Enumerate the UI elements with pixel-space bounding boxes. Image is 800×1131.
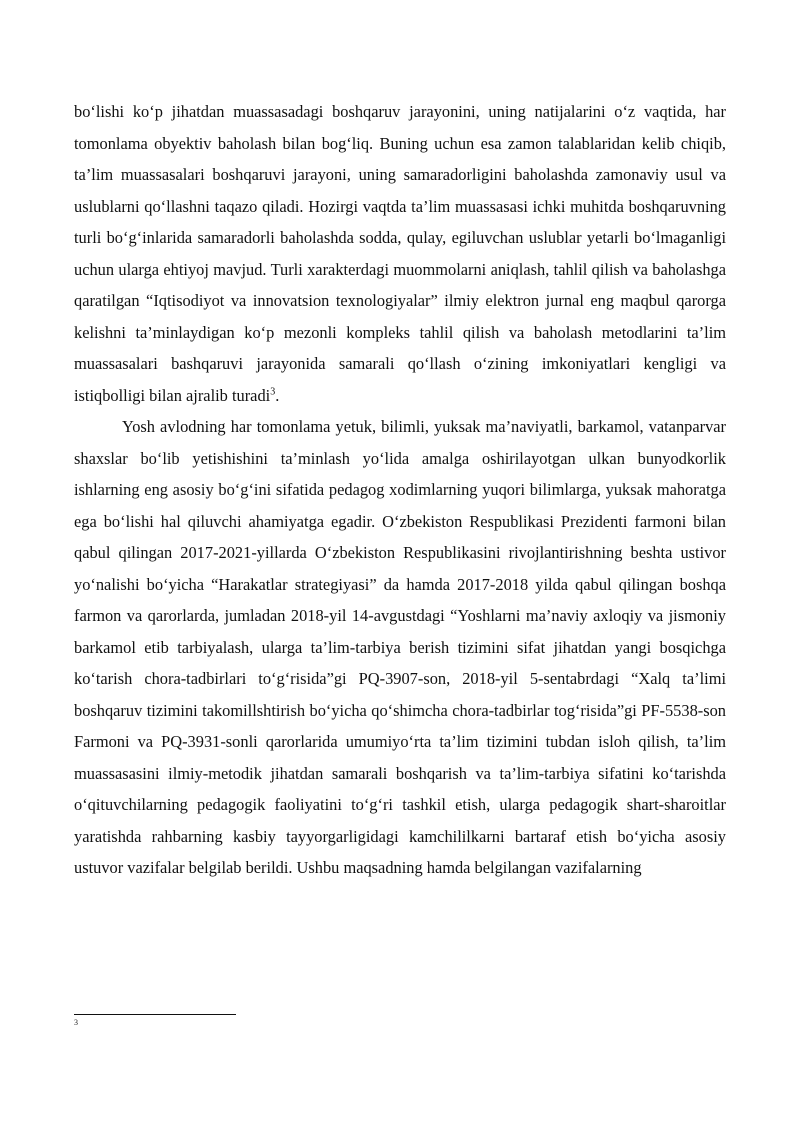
paragraph-2: [74, 411, 726, 884]
footnote-reference[interactable]: 3: [270, 386, 276, 398]
paragraph-1: [74, 96, 726, 411]
footnote-separator: [74, 1014, 236, 1015]
paragraph-1-text: bo‘lishi ko‘p jihatdan muassasadagi boshqaruv jarayonini, uning natijalarini o‘z vaqtida, har tomonlama obyektiv baholash bilan bog‘liq. Buning uchun esa zamon talablaridan kelib chiqib, ta’lim muassasalari boshqaruvi jarayoni, uning samaradorligini baholashda zamonaviy usul va uslublarni qo‘llashni taqazo qiladi. Hozirgi vaqtda ta’lim muassasasi ichki muhitda boshqaruvning turli bo‘g‘inlarida samaradorli baholashda sodda, qulay, egiluvchan uslublar yetarli bo‘lmaganligi uchun ularga ehtiyoj mavjud. Turli xarakterdagi muommolarni aniqlash, tahlil qilish va baholashga qaratilgan “Iqtisodiyot va innovatsion texnologiyalar” ilmiy elektron jurnal eng maqbul qarorga kelishni ta’minlaydigan ko‘p mezonli kompleks tahlil qilish va baholash metodlarini ta’lim muassasalari bashqaruvi jarayonida samarali qo‘llash o‘zining imkoniyatlari kengligi va istiqbolligi bilan ajralib turadi: [74, 102, 726, 405]
footnote: [74, 1018, 78, 1028]
paragraph-2-text: Yosh avlodning har tomonlama yetuk, bilimli, yuksak ma’naviyatli, barkamol, vatanparvar shaxslar bo‘lib yetishishini ta’minlash yo‘lida amalga oshirilayotgan ulkan bunyodkorlik ishlarning eng asosiy bo‘g‘ini sifatida pedagog xodimlarning yuqori bilimlarga, yuksak mahoratga ega bo‘lishi hal qiluvchi ahamiyatga egadir. O‘zbekiston Respublikasi Prezidenti farmoni bilan qabul qilingan 2017-2021-yillarda O‘zbekiston Respublikasini rivojlantirishning beshta ustivor yo‘nalishi bo‘yicha “Harakatlar strategiyasi” da hamda 2017-2018 yilda qabul qilingan boshqa farmon va qarorlarda, jumladan 2018-yil 14-avgustdagi “Yoshlarni ma’naviy axloqiy va jismoniy barkamol etib tarbiyalash, ularga ta’lim-tarbiya berish tizimini sifat jihatdan yangi bosqichga ko‘tarish chora-tadbirlari to‘g‘risida”gi PQ-3907-son, 2018-yil 5-sentabrdagi “Xalq ta’limi boshqaruv tizimini takomillshtirish bo‘yicha qo‘shimcha chora-tadbirlar tog‘risida”gi PF-5538-son Farmoni va PQ-3931-sonli qarorlarida umumiyo‘rta ta’lim tizimini tubdan isloh qilish, ta’lim muassasasini ilmiy-metodik jihatdan samarali boshqarish va ta’lim-tarbiya sifatini ko‘tarishda o‘qituvchilarning pedagogik faoliyatini to‘g‘ri tashkil etish, ularga pedagogik shart-sharoitlar yaratishda rahbarning kasbiy tayyorgarligidagi kamchililkarni bartaraf etish bo‘yicha asosiy ustuvor vazifalar belgilab berildi. Ushbu maqsadning hamda belgilangan vazifalarning: [74, 417, 726, 877]
footnote-marker: 3: [74, 1018, 78, 1027]
body-text: [74, 96, 726, 884]
paragraph-1-tail: .: [275, 385, 280, 405]
